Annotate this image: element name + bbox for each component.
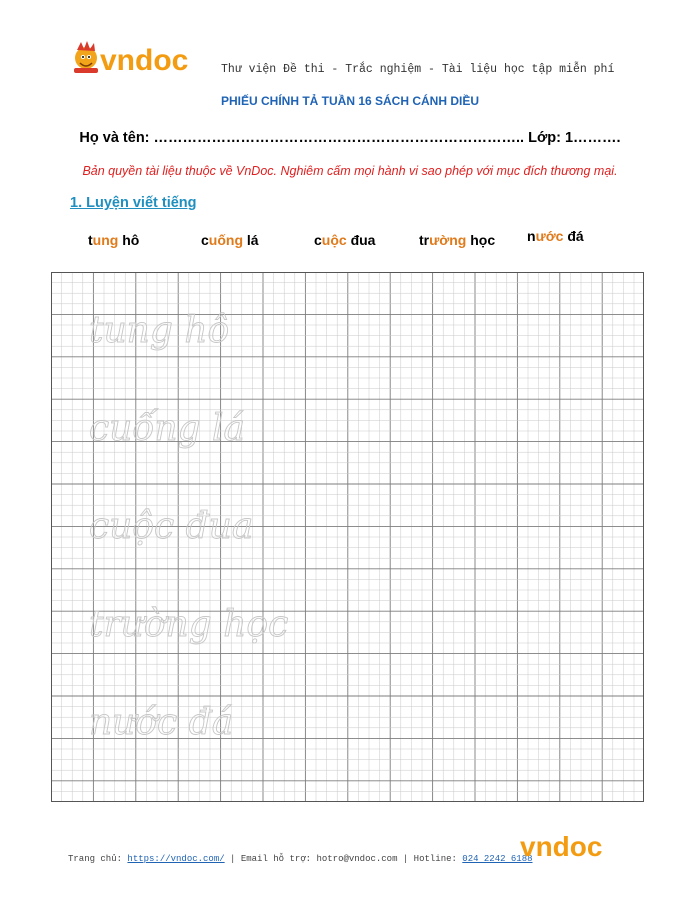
footer-logo-text: vndoc	[520, 831, 603, 862]
footer: Trang chủ: https://vndoc.com/ | Email hỗ trợ: hotro@vndoc.com | Hotline: 024 2242 6188	[68, 854, 533, 864]
email-link[interactable]: hotro@vndoc.com	[316, 854, 398, 864]
tracing-text: cuống lá	[89, 408, 246, 449]
tracing-text: tung hô	[89, 310, 230, 351]
tagline: Thư viện Đề thi - Trắc nghiệm - Tài liệu học tập miễn phí	[221, 63, 615, 76]
tracing-text: trường học	[89, 604, 289, 645]
practice-word: cuống lá	[201, 232, 259, 248]
vndoc-logo[interactable]	[72, 38, 202, 78]
section-heading: 1. Luyện viết tiếng	[70, 195, 197, 211]
hotline-link[interactable]: 024 2242 6188	[462, 854, 533, 864]
tracing-text: nước đá	[89, 702, 234, 743]
tracing-text: cuộc đua	[89, 506, 254, 547]
practice-word: cuộc đua	[314, 232, 376, 248]
practice-word: nước đá	[527, 228, 584, 244]
home-link[interactable]: https://vndoc.com/	[127, 854, 225, 864]
copyright-notice: Bản quyền tài liệu thuộc về VnDoc. Nghiêm cấm mọi hành vi sao phép với mục đích thương mại.	[82, 164, 618, 178]
practice-word: trường học	[419, 232, 496, 248]
logo-text: vndoc	[100, 44, 189, 77]
page-title: PHIẾU CHÍNH TẢ TUẦN 16 SÁCH CÁNH DIỀU	[220, 94, 480, 108]
practice-word: tung hô	[88, 232, 140, 248]
name-class-line: Họ và tên: ………………………………………………………………….. Lớp: 1……….	[79, 130, 621, 146]
mascot-icon	[74, 41, 98, 73]
handwriting-grid[interactable]	[51, 272, 644, 802]
footer-logo[interactable]	[520, 830, 620, 864]
